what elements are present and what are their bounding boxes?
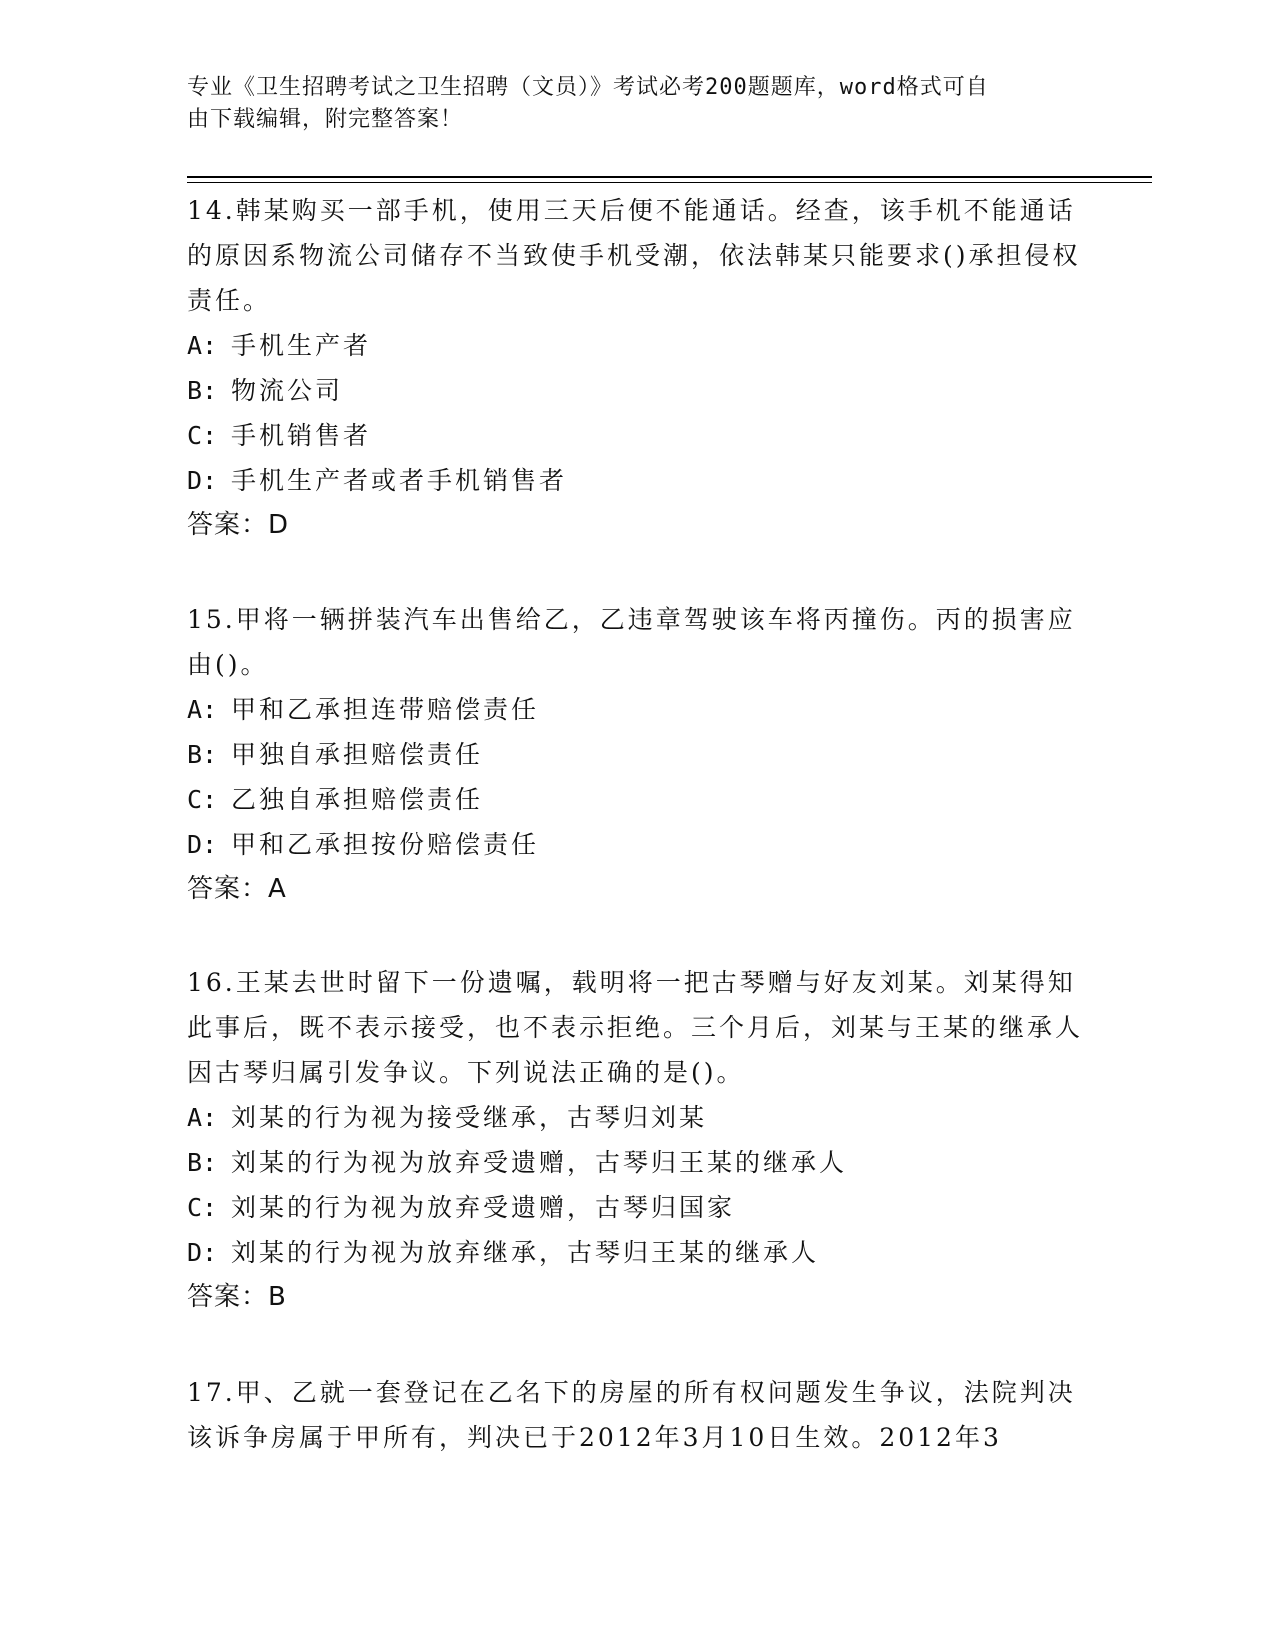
option-b [187,732,1087,777]
option-key: C: [187,1193,218,1222]
question-text: 14.韩某购买一部手机，使用三天后便不能通话。经查，该手机不能通话的原因系物流公司储存不当致使手机受潮，依法韩某只能要求()承担侵权责任。 [187,196,1081,315]
intro-line-1: 专业《卫生招聘考试之卫生招聘（文员）》考试必考200题题库，word格式可自 [187,75,989,100]
question-text: 15.甲将一辆拼装汽车出售给乙，乙违章驾驶该车将丙撞伤。丙的损害应由()。 [187,605,1076,679]
option-text: 甲和乙承担连带赔偿责任 [231,695,540,724]
question-15 [187,597,1087,912]
option-text: 刘某的行为视为放弃受遗赠，古琴归国家 [231,1193,736,1222]
option-c [187,413,1087,458]
option-a [187,687,1087,732]
option-text: 手机生产者或者手机销售者 [231,466,568,495]
option-text: 甲和乙承担按份赔偿责任 [231,830,540,859]
option-key: B: [187,740,218,769]
option-d [187,822,1087,867]
option-b [187,1140,1087,1185]
document-intro [187,72,1067,136]
option-key: B: [187,376,218,405]
question-text: 17.甲、乙就一套登记在乙名下的房屋的所有权问题发生争议，法院判决该诉争房属于甲所有，判决已于2012年3月10日生效。2012年3 [187,1378,1076,1452]
answer: 答案：B [187,1282,287,1312]
option-c [187,777,1087,822]
option-key: A: [187,695,218,724]
option-text: 甲独自承担赔偿责任 [231,740,484,769]
option-text: 手机生产者 [231,331,372,360]
option-key: A: [187,331,218,360]
question-14 [187,188,1087,548]
option-text: 乙独自承担赔偿责任 [231,785,484,814]
option-text: 手机销售者 [231,421,372,450]
option-key: D: [187,466,218,495]
option-key: D: [187,830,218,859]
option-key: B: [187,1148,218,1177]
header-divider-thick [187,176,1152,178]
option-key: C: [187,785,218,814]
option-d [187,1230,1087,1275]
option-text: 刘某的行为视为放弃受遗赠，古琴归王某的继承人 [231,1148,848,1177]
answer: 答案：D [187,510,290,540]
option-d [187,458,1087,503]
header-divider-thin [187,182,1152,183]
option-key: A: [187,1103,218,1132]
question-17 [187,1370,1087,1460]
option-text: 刘某的行为视为接受继承，古琴归刘某 [231,1103,708,1132]
option-a [187,1095,1087,1140]
question-text: 16.王某去世时留下一份遗嘱，载明将一把古琴赠与好友刘某。刘某得知此事后，既不表示接受，也不表示拒绝。三个月后，刘某与王某的继承人因古琴归属引发争议。下列说法正确的是()。 [187,968,1084,1087]
answer: 答案：A [187,874,287,904]
option-b [187,368,1087,413]
option-c [187,1185,1087,1230]
option-text: 物流公司 [231,376,344,405]
option-key: C: [187,421,218,450]
intro-line-2: 由下载编辑，附完整答案！ [187,107,464,132]
option-text: 刘某的行为视为放弃继承，古琴归王某的继承人 [231,1238,820,1267]
option-a [187,323,1087,368]
question-16 [187,960,1087,1320]
option-key: D: [187,1238,218,1267]
